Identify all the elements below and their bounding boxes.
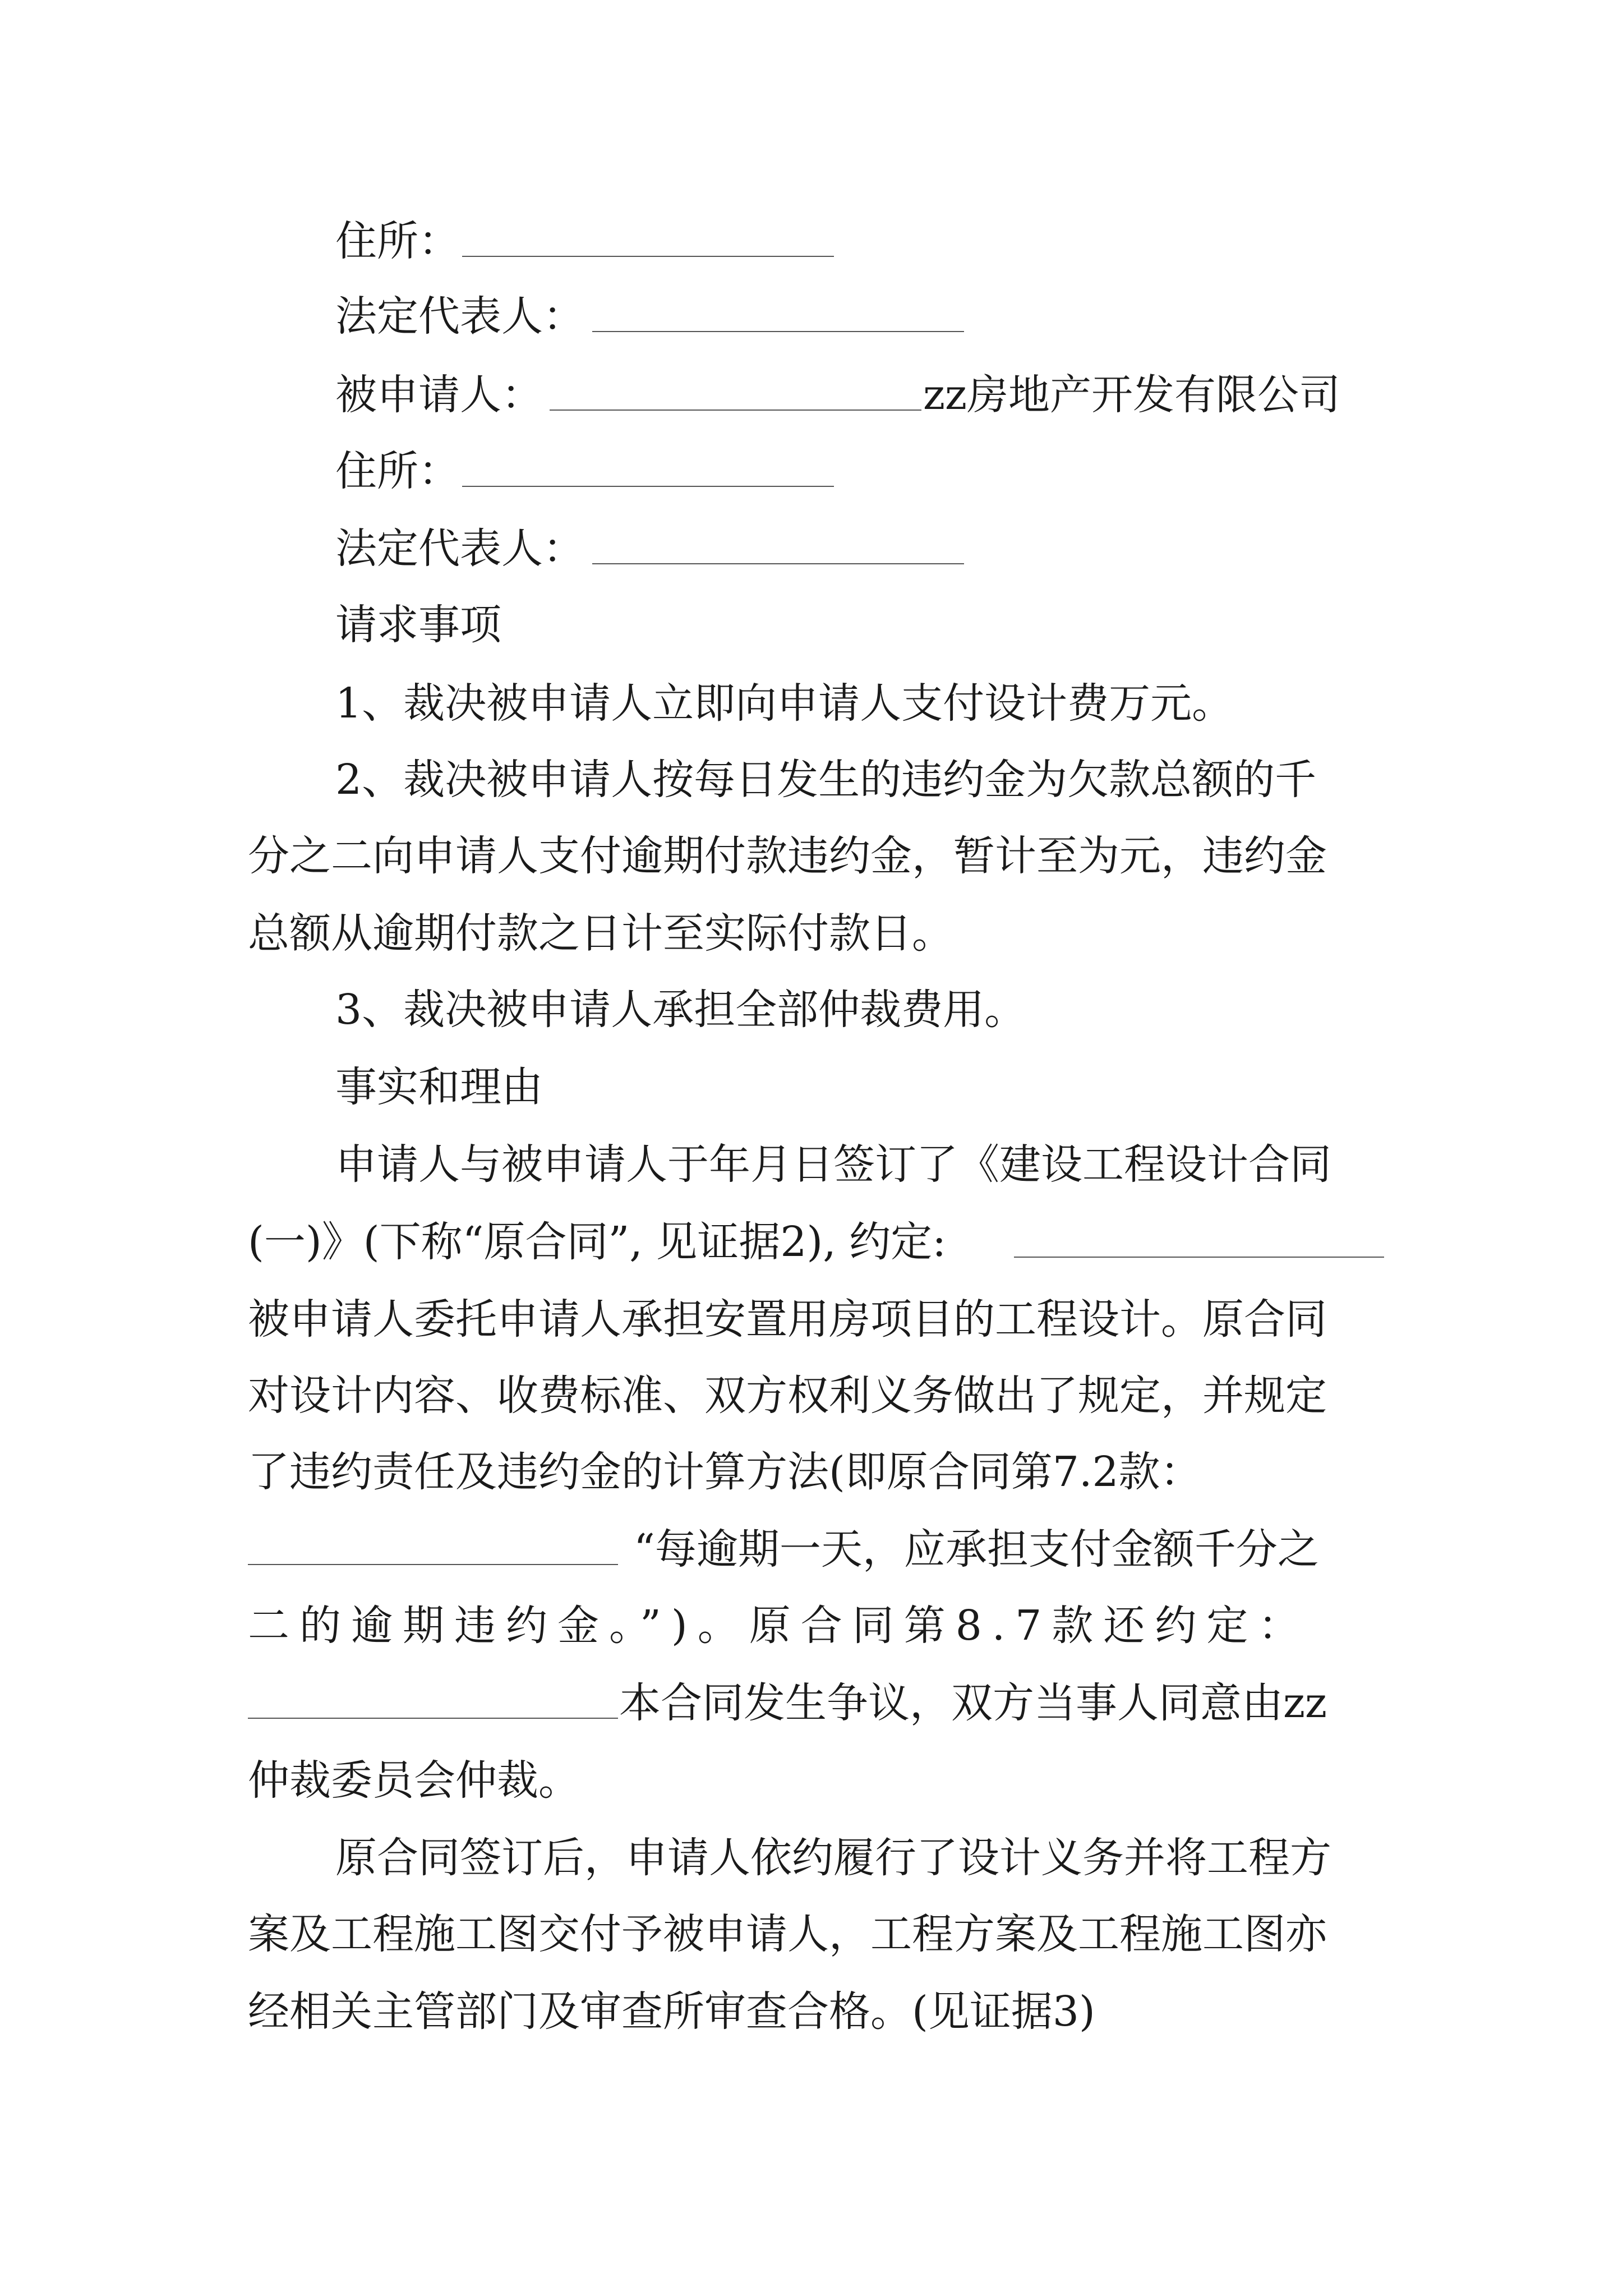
respondent-legal-rep-line [0, 510, 1623, 587]
claim-item-2-line-3: 总额从逾期付款之日计至实际付款日。 [248, 909, 953, 958]
facts-p1-line-9: 仲裁委员会仲裁。 [248, 1756, 580, 1805]
facts-p2-line-1: 原合同签订后，申请人依约履行了设计义务并将工程方 [335, 1834, 1331, 1882]
facts-p1-line-7: 二的逾期违约金。”)。原合同第8.7款还约定： [248, 1602, 1310, 1650]
facts-p1-line-6: “每逾期一天，应承担支付金额千分之 [0, 1511, 1623, 1588]
facts-p2-line-2: 案及工程施工图交付予被申请人，工程方案及工程施工图亦 [248, 1910, 1327, 1958]
respondent-blank [550, 409, 921, 411]
respondent-legal-rep-blank [592, 563, 964, 564]
claim-item-2-line-2: 分之二向申请人支付逾期付款违约金，暂计至为元，违约金 [248, 832, 1327, 880]
claims-heading: 请求事项 [335, 601, 501, 649]
applicant-legal-rep-blank [592, 331, 964, 332]
applicant-legal-rep-label: 法定代表人： [335, 292, 584, 341]
facts-p1-line-3: 被申请人委托申请人承担安置用房项目的工程设计。原合同 [248, 1295, 1327, 1343]
respondent-address-line [0, 433, 1623, 509]
respondent-address-blank [462, 486, 834, 487]
facts-p1-line-4: 对设计内容、收费标准、双方权利义务做出了规定，并规定 [248, 1372, 1327, 1420]
respondent-legal-rep-label: 法定代表人： [335, 524, 584, 573]
respondent-name: zz房地产开发有限公司 [923, 371, 1340, 419]
respondent-label: 被申请人： [335, 371, 543, 419]
clause-8-7-blank [248, 1718, 618, 1719]
facts-p1-line-1: 申请人与被申请人于年月日签订了《建设工程设计合同 [335, 1140, 1331, 1189]
applicant-address-label: 住所： [335, 217, 460, 265]
clause-7-2-blank [248, 1564, 618, 1565]
applicant-address-line [0, 203, 1623, 279]
claim-item-3: 3、裁决被申请人承担全部仲裁费用。 [335, 986, 1026, 1034]
facts-p1-line-5: 了违约责任及违约金的计算方法(即原合同第7.2款： [248, 1448, 1202, 1496]
agreement-blank [1014, 1257, 1384, 1258]
respondent-line [0, 357, 1623, 433]
claim-item-2-line-1: 2、裁决被申请人按每日发生的违约金为欠款总额的千 [335, 756, 1317, 804]
respondent-address-label: 住所： [335, 447, 460, 495]
facts-p1-line-2: (一)》(下称“原合同”, 见证据2), 约定: [0, 1204, 1623, 1280]
facts-p1-line-8: 本合同发生争议，双方当事人同意由zz [0, 1665, 1623, 1741]
applicant-legal-rep-line [0, 278, 1623, 355]
claim-item-1: 1、裁决被申请人立即向申请人支付设计费万元。 [335, 679, 1234, 728]
applicant-address-blank [462, 256, 834, 257]
facts-p2-line-3: 经相关主管部门及审查所审查合格。(见证据3) [248, 1987, 1095, 2036]
facts-heading: 事实和理由 [335, 1063, 543, 1111]
